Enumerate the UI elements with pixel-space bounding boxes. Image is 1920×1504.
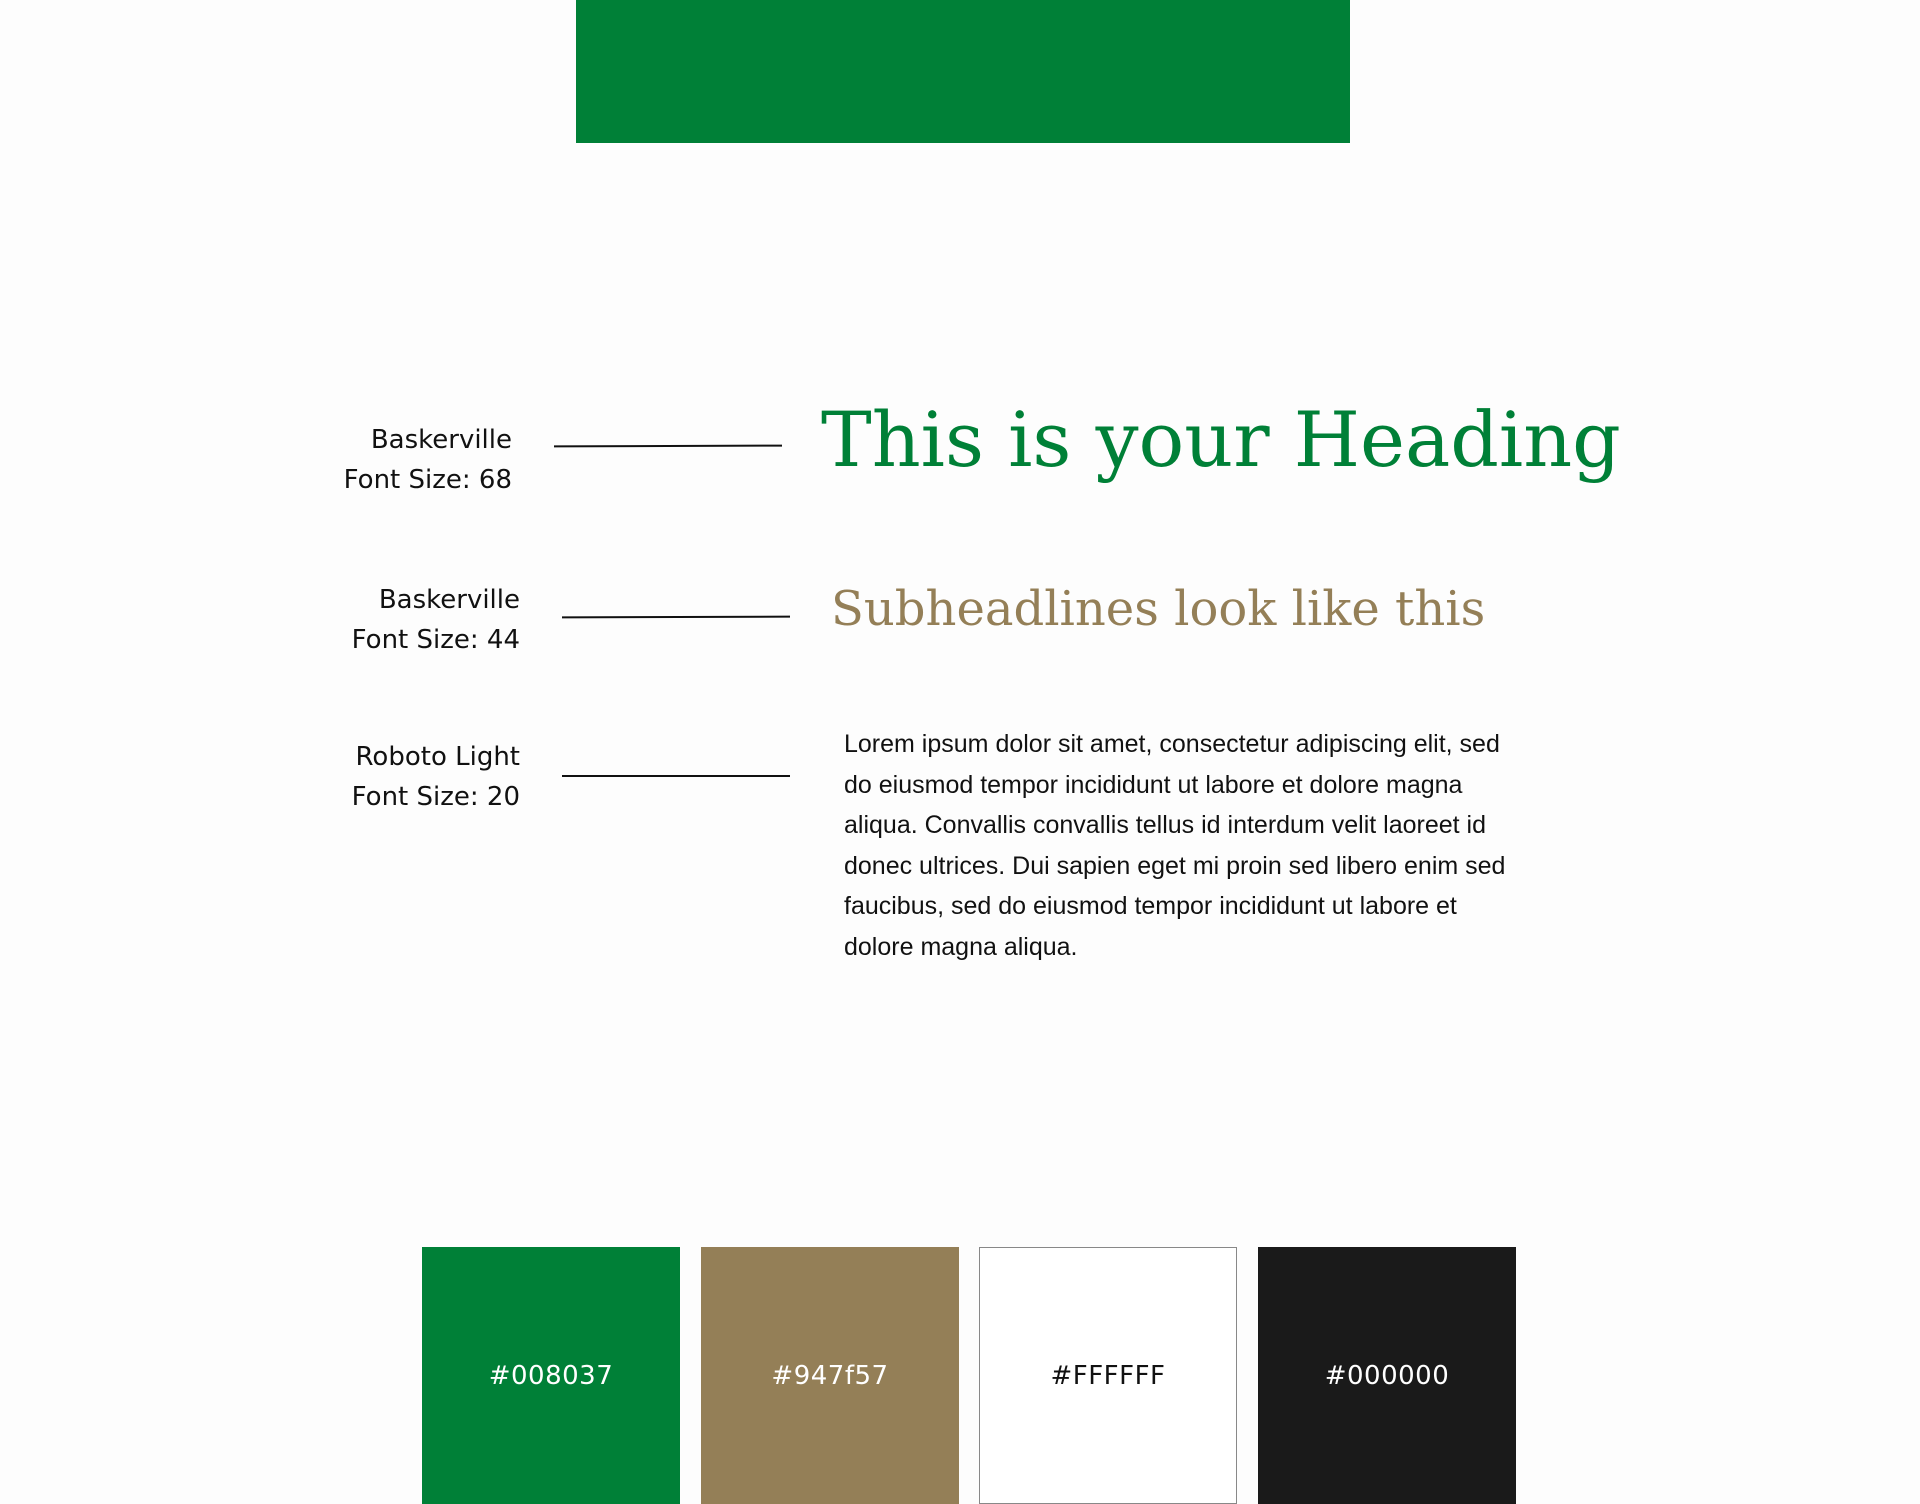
heading-font-label <box>300 420 512 500</box>
color-swatch-white <box>979 1247 1237 1504</box>
body-font-name: Roboto Light <box>355 742 520 772</box>
heading-font-name: Baskerville <box>370 425 512 455</box>
color-swatch-code: #000000 <box>1324 1360 1450 1391</box>
subheading-font-name: Baskerville <box>378 585 520 615</box>
body-connector-line <box>562 775 790 777</box>
color-swatch-black <box>1258 1247 1516 1504</box>
color-palette <box>422 1247 1514 1504</box>
logo-placeholder-block <box>576 0 1350 143</box>
body-font-label <box>308 737 520 817</box>
color-swatch-code: #008037 <box>488 1360 614 1391</box>
subheading-sample: Subheadlines look like this <box>831 581 1486 637</box>
heading-connector-line <box>554 445 782 448</box>
subheading-font-size: Font Size: 44 <box>351 625 520 655</box>
color-swatch-gold <box>701 1247 959 1504</box>
color-swatch-code: #947f57 <box>771 1360 889 1391</box>
body-font-size: Font Size: 20 <box>351 782 520 812</box>
subheading-connector-line <box>562 616 790 619</box>
color-swatch-code: #FFFFFF <box>1050 1360 1166 1391</box>
color-swatch-green <box>422 1247 680 1504</box>
heading-font-size: Font Size: 68 <box>343 465 512 495</box>
heading-sample: This is your Heading <box>821 395 1621 484</box>
body-text-sample: Lorem ipsum dolor sit amet, consectetur adipiscing elit, sed do eiusmod tempor incididunt ut labore et dolore magna aliqua. Convallis convallis tellus id interdum velit laoreet id donec ultrices. Dui sapien eget mi proin sed libero enim sed faucibus, sed do eiusmod tempor incididunt ut labore et dolore magna aliqua. <box>844 730 1506 961</box>
subheading-font-label <box>308 580 520 660</box>
